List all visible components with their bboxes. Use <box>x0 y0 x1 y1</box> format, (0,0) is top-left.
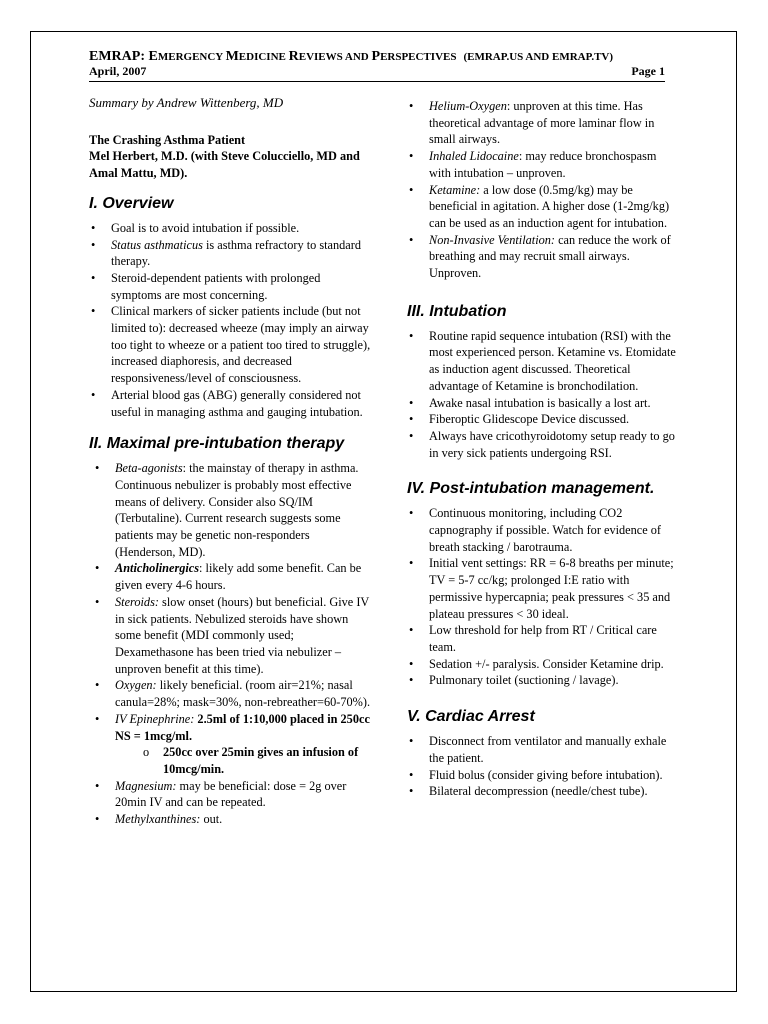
section-heading-intubation: III. Intubation <box>407 302 507 320</box>
article-title: The Crashing Asthma Patient <box>89 132 246 147</box>
header-sites: (EMRAP.US AND EMRAP.TV) <box>463 51 614 63</box>
list-item: • IV Epinephrine: 2.5ml of 1:10,000 placed in 250cc NS = 1mcg/ml. o 250cc over 25min gives an infusion of 10mcg/min. <box>95 711 370 776</box>
intubation-list <box>407 328 679 462</box>
page-header-meta <box>89 64 665 79</box>
summary-byline: Summary by Andrew Wittenberg, MD <box>89 95 284 110</box>
header-rule <box>89 81 665 82</box>
list-item: • Methylxanthines: out. <box>95 812 223 827</box>
list-item: • Magnesium: may be beneficial: dose = 2g over 20min IV and can be repeated. <box>95 778 347 810</box>
list-item: • Fluid bolus (consider giving before intubation). <box>409 767 663 782</box>
cardiac-arrest-list <box>407 733 679 800</box>
sub-list-item: o 250cc over 25min gives an infusion of 10mcg/min. <box>143 745 359 776</box>
pre-intubation-list <box>89 460 371 827</box>
list-item: • Steroids: slow onset (hours) but beneficial. Give IV in sick patients. Nebulized steroids have shown some benefit (MDI commonly used; Dexamethasone has been tried via nebulizer – unproven benefit at this time). <box>95 594 370 676</box>
list-item: • Arterial blood gas (ABG) generally considered not useful in managing asthma and gauging intubation. <box>91 387 363 419</box>
right-column <box>407 98 679 800</box>
article-title-block <box>89 132 371 182</box>
epinephrine-sublist <box>115 744 371 777</box>
list-item: • Ketamine: a low dose (0.5mg/kg) may be beneficial in agitation. A higher dose (1-2mg/kg) can be used as an induction agent for intubation. <box>409 182 670 230</box>
list-item: • Non-Invasive Ventilation: can reduce the work of breathing and may recruit small airways. Unproven. <box>409 232 671 281</box>
list-item: • Inhaled Lidocaine: may reduce bronchospasm with intubation – unproven. <box>409 149 657 180</box>
list-item: • Continuous monitoring, including CO2 capnography if possible. Watch for evidence of breath stacking / barotrauma. <box>409 506 662 554</box>
overview-list <box>89 220 371 420</box>
section-heading-cardiac-arrest: V. Cardiac Arrest <box>407 708 535 726</box>
section-heading-post-intubation: IV. Post-intubation management. <box>407 480 655 498</box>
list-item: • Fiberoptic Glidescope Device discussed. <box>409 412 630 427</box>
list-item: • Bilateral decompression (needle/chest tube). <box>409 784 648 799</box>
list-item: • Sedation +/- paralysis. Consider Ketamine drip. <box>409 656 664 671</box>
list-item: • Oxygen: likely beneficial. (room air=21%; nasal canula=28%; mask=30%, non-rebreather=60-70%). <box>95 678 371 710</box>
article-authors: Mel Herbert, M.D. (with Steve Colucciello, MD and Amal Mattu, MD). <box>89 149 360 181</box>
list-item: • Routine rapid sequence intubation (RSI) with the most experienced person. Ketamine vs. Etomidate as induction agent discussed. Theoretical advantage of Ketamine is bronchodilation. <box>409 328 676 393</box>
list-item: • Low threshold for help from RT / Critical care team. <box>409 623 657 654</box>
list-item: • Awake nasal intubation is basically a lost art. <box>409 395 651 410</box>
list-item: • Goal is to avoid intubation if possible. <box>91 220 300 235</box>
header-brand: EMRAP: <box>89 49 145 64</box>
list-item: • Helium-Oxygen: unproven at this time. Has theoretical advantage of more laminar flow in small airways. <box>409 99 655 147</box>
header-page-number: Page 1 <box>631 64 665 78</box>
list-item: • Steroid-dependent patients with prolonged symptoms are most concerning. <box>91 270 321 302</box>
list-item: • Always have cricothyroidotomy setup ready to go in very sick patients undergoing RSI. <box>409 428 675 460</box>
list-item: • Clinical markers of sicker patients include (but not limited to): decreased wheeze (may imply an airway too tight to wheeze or a patient too tired to struggle), increased diaphoresis, and decreased responsiveness/level of consciousness. <box>91 304 371 386</box>
pre-intubation-list-continued <box>407 98 679 282</box>
left-column <box>89 95 371 828</box>
header-date: April, 2007 <box>89 64 147 78</box>
list-item: • Anticholinergics: likely add some benefit. Can be given every 4-6 hours. <box>95 561 362 593</box>
post-intubation-list <box>407 505 679 689</box>
header-series-name: EMERGENCY MEDICINE REVIEWS AND PERSPECTIVES <box>148 49 457 64</box>
section-heading-overview: I. Overview <box>89 194 174 212</box>
list-item: • Disconnect from ventilator and manually exhale the patient. <box>409 734 667 765</box>
section-heading-pre-intubation: II. Maximal pre-intubation therapy <box>89 435 345 453</box>
list-item: • Beta-agonists: the mainstay of therapy in asthma. Continuous nebulizer is probably most effective means of delivery. Consider also SQ/IM (Terbutaline). Current research suggests some patients may be genetic non-responders (Henderson, MD). <box>95 461 359 559</box>
list-item: • Pulmonary toilet (suctioning / lavage). <box>409 673 619 688</box>
list-item: • Initial vent settings: RR = 6-8 breaths per minute; TV = 5-7 cc/kg; prolonged I:E ratio with permissive hypercapnia; peak pressures < 35 and plateau pressures < 30 ideal. <box>409 556 674 621</box>
list-item: • Status asthmaticus is asthma refractory to standard therapy. <box>91 237 361 269</box>
